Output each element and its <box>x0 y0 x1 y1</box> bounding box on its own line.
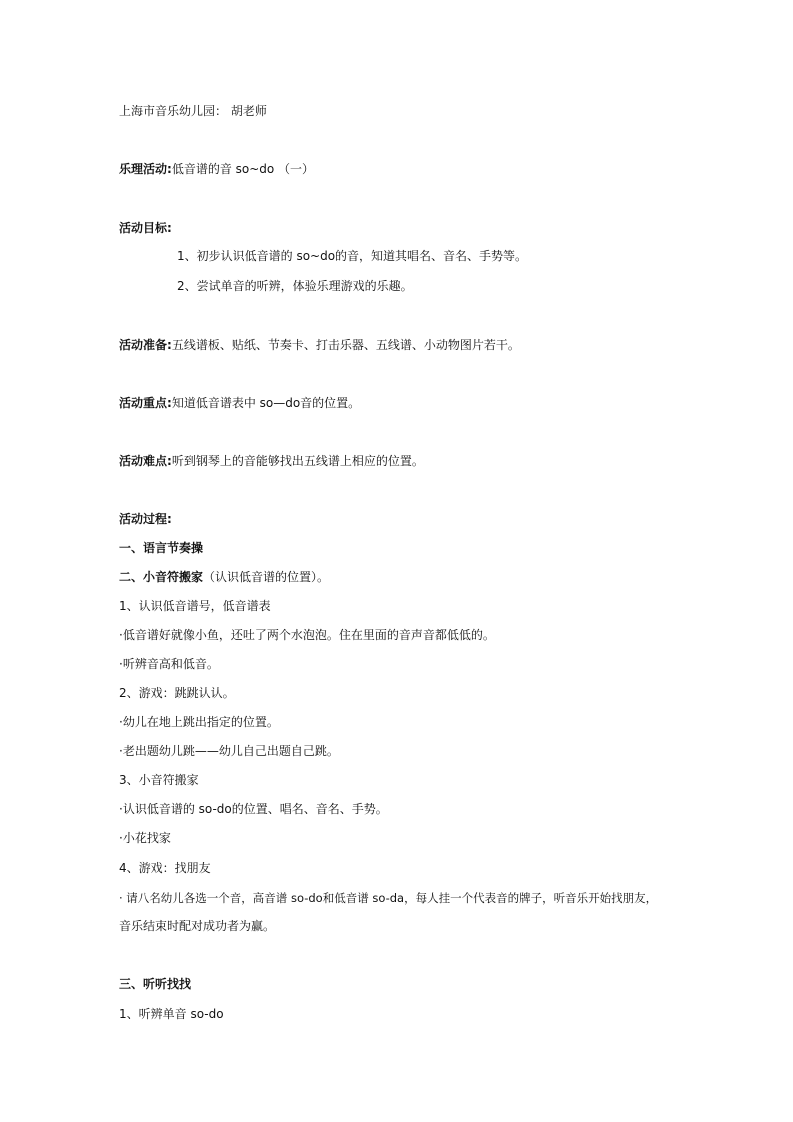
process-line: 1、认识低音谱号，低音谱表 <box>119 599 271 613</box>
process-line: 音乐结束时配对成功者为赢。 <box>119 919 276 933</box>
difficulty-label: 活动难点: <box>119 454 172 468</box>
section-2-title: 二、小音符搬家 <box>119 570 204 584</box>
key-point-line <box>119 395 360 411</box>
preparation-text: 五线谱板、贴纸、节奏卡、打击乐器、五线谱、小动物图片若干。 <box>171 338 520 352</box>
section-2-note: （认识低音谱的位置）。 <box>203 570 330 584</box>
goal-item-1: 1、初步认识低音谱的 so~do的音，知道其唱名、音名、手势等。 <box>177 249 528 263</box>
process-line: ·听辨音高和低音。 <box>119 657 219 671</box>
section-3-heading: 三、听听找找 <box>119 977 192 991</box>
goal-item-2: 2、尝试单音的听辨，体验乐理游戏的乐趣。 <box>177 279 413 293</box>
section-1-heading: 一、语言节奏操 <box>119 541 204 555</box>
process-line: · 请八名幼儿各选一个音，高音谱 so-do和低音谱 so-da，每人挂一个代表音的牌子，听音乐开始找朋友， <box>119 891 658 905</box>
activity-label: 乐理活动: <box>119 162 172 176</box>
preparation-line <box>119 337 520 353</box>
activity-line <box>119 161 314 177</box>
process-line: ·幼儿在地上跳出指定的位置。 <box>119 715 279 729</box>
process-line: 2、游戏：跳跳认认。 <box>119 686 235 700</box>
difficulty-line <box>119 453 424 469</box>
section-2-heading <box>119 569 329 585</box>
difficulty-text: 听到钢琴上的音能够找出五线谱上相应的位置。 <box>171 454 424 468</box>
process-line: 3、小音符搬家 <box>119 773 199 787</box>
activity-title: 低音谱的音 so~do （一） <box>171 162 315 176</box>
section-3-line: 1、听辨单音 so-do <box>119 1007 224 1021</box>
key-point-text: 知道低音谱表中 so—do音的位置。 <box>171 396 361 410</box>
goals-label: 活动目标: <box>119 221 172 235</box>
process-line: ·小花找家 <box>119 831 171 845</box>
process-label: 活动过程: <box>119 512 172 526</box>
process-line: 4、游戏：找朋友 <box>119 861 211 875</box>
key-point-label: 活动重点: <box>119 396 172 410</box>
process-line: ·认识低音谱的 so-do的位置、唱名、音名、手势。 <box>119 802 388 816</box>
process-line: ·老出题幼儿跳——幼儿自己出题自己跳。 <box>119 744 339 758</box>
process-line: ·低音谱好就像小鱼，还吐了两个水泡泡。住在里面的音声音都低低的。 <box>119 628 495 642</box>
preparation-label: 活动准备: <box>119 338 172 352</box>
author-line: 上海市音乐幼儿园： 胡老师 <box>119 104 267 118</box>
